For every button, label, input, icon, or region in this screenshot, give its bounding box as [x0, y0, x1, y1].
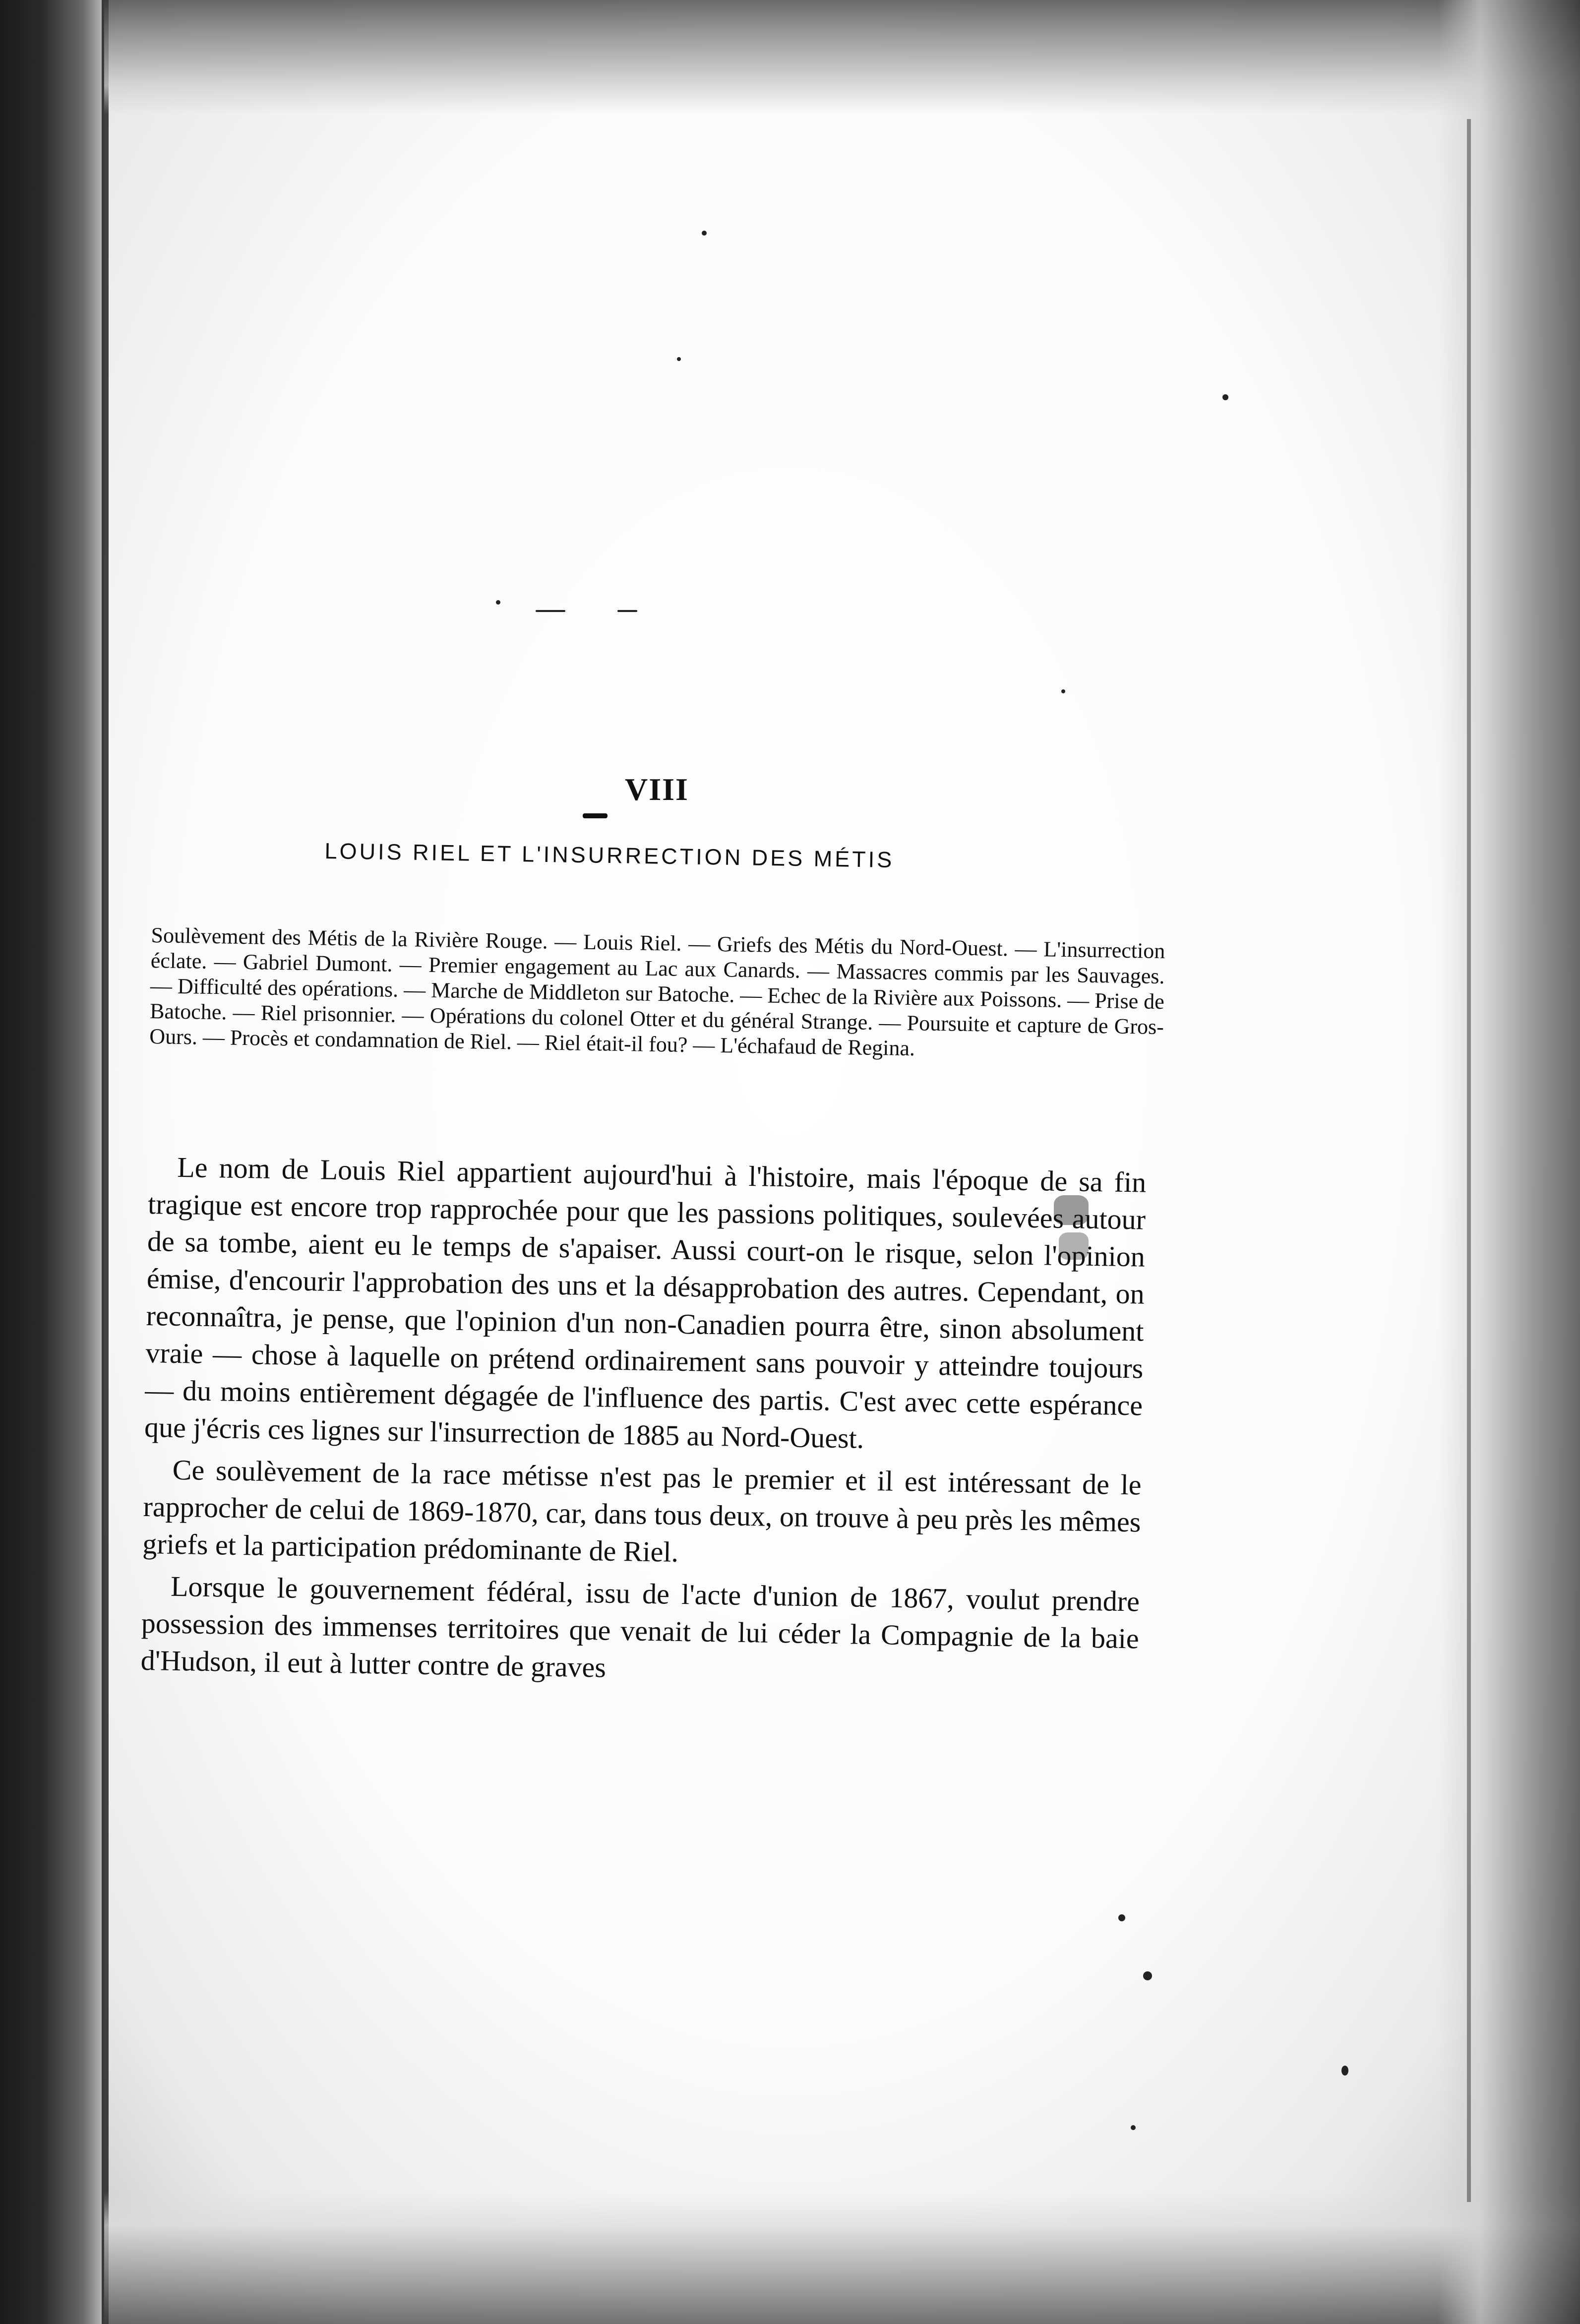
scan-speck: [536, 610, 565, 612]
scan-speck: [702, 231, 707, 236]
body-paragraph: Le nom de Louis Riel appartient aujourd'hui à l'histoire, mais l'époque de sa fin tragique est encore trop rapprochée pour que les passions politiques, soulevées autour de sa tombe, aient eu le temps de s'apaiser. Aussi court-on le risque, selon l'opinion émise, d'encourir l'approbation des uns et la désapprobation des autres. Cependant, on reconnaîtra, je pense, que l'opinion d'un non-Canadien pourra être, sinon absolument vraie — chose à laquelle on prétend ordinairement sans pouvoir y atteindre toujours — du moins entièrement dégagée de l'influence des partis. C'est avec cette espérance que j'écris ces lignes sur l'insurrection de 1885 au Nord-Ouest.: [144, 1151, 1147, 1455]
scan-speck: [1222, 394, 1228, 400]
scan-speck: [1341, 2066, 1348, 2076]
scan-speck: [617, 610, 637, 612]
scan-left-edge: [102, 0, 109, 2324]
scan-right-edge: [1467, 119, 1471, 2202]
chapter-divider: [583, 813, 608, 818]
scan-speck: [496, 600, 500, 605]
chapter-title: LOUIS RIEL ET L'INSURRECTION DES MÉTIS: [324, 838, 895, 873]
scan-speck: [1061, 689, 1065, 693]
scan-top-border: [104, 0, 1580, 114]
scan-left-border: [0, 0, 104, 2324]
scan-bottom-border: [104, 2192, 1580, 2324]
scan-speck: [1143, 1971, 1152, 1980]
chapter-body: [140, 1148, 1147, 1699]
body-paragraph: Ce soulèvement de la race métisse n'est pas le premier et il est intéressant de le rapprocher de celui de 1869-1870, car, dans tous deux, on trouve à peu près les mêmes griefs et la participation prédominante de Riel.: [142, 1453, 1142, 1568]
body-paragraph: Lorsque le gouvernement fédéral, issu de l'acte d'union de 1867, voulut prendre possession des immenses territoires que venait de lui céder la Compagnie de la baie d'Hudson, il eut à lutter contre de graves: [140, 1570, 1140, 1684]
scan-speck: [1118, 1914, 1125, 1921]
chapter-number: VIII: [625, 772, 689, 807]
scan-speck: [1131, 2125, 1136, 2130]
scan-right-border: [1438, 0, 1580, 2324]
scan-speck: [677, 357, 681, 361]
chapter-summary: Soulèvement des Métis de la Rivière Rouge. — Louis Riel. — Griefs des Métis du Nord-Ouest. — L'insurrection éclate. — Gabriel Dumont. — Premier engagement au Lac aux Canards. — Massacres commis par les Sauvages. — Difficulté des opérations. — Marche de Middleton sur Batoche. — Echec de la Rivière aux Poissons. — Prise de Batoche. — Riel prisonnier. — Opérations du colonel Otter et du général Strange. — Poursuite et capture de Gros-Ours. — Procès et condamnation de Riel. — Riel était-il fou? — L'échafaud de Regina.: [149, 922, 1165, 1061]
